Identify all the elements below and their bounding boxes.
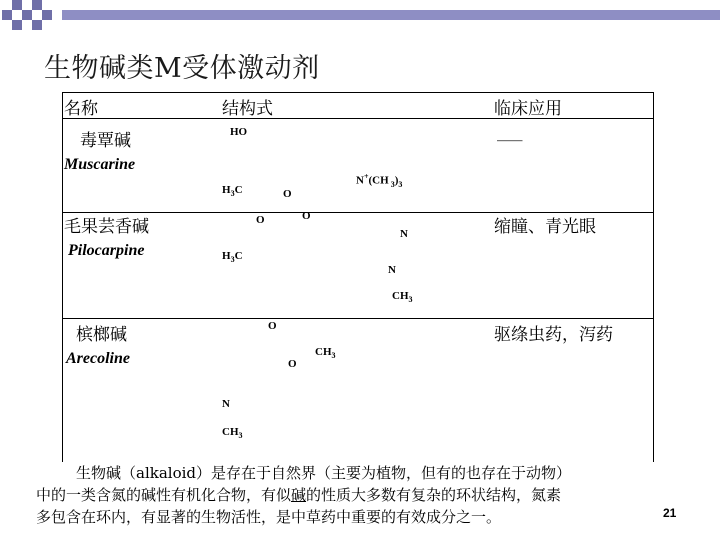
header-clinical: 临床应用 <box>494 99 562 119</box>
chem-label-n: N <box>222 398 230 410</box>
chem-label-h3c: $H_3C$ <box>222 184 243 199</box>
row-pilocarpine-name-cn: 毛果芸香碱 <box>64 217 149 237</box>
row-muscarine-clinical: ___ <box>497 122 523 142</box>
chem-label-n: N <box>400 228 408 240</box>
checker-square <box>2 10 12 20</box>
chem-label-ch3: $CH_3$ <box>315 346 336 361</box>
table-border-right <box>653 92 654 462</box>
caption-text: 中的一类含氮的碱性有机化合物，有似 <box>36 486 292 504</box>
chem-label-n-trimethyl: N+(CH $_3)_3$ <box>356 172 403 189</box>
header-decoration <box>0 0 720 30</box>
header-band <box>62 10 720 20</box>
caption-line: 多包含在环内，有显著的生物活性，是中草药中重要的有效成分之一。 <box>36 508 502 526</box>
checker-square <box>12 0 22 10</box>
row-arecoline-clinical: 驱绦虫药，泻药 <box>494 325 613 345</box>
chem-label-o: O <box>288 358 297 370</box>
chem-label-h3c: $H_3C$ <box>222 250 243 265</box>
chem-label-o: O <box>268 320 277 332</box>
caption-line <box>36 484 686 506</box>
table-header-divider <box>62 118 654 119</box>
checker-square <box>32 20 42 30</box>
chem-label-o: O <box>302 210 311 222</box>
table-row-divider <box>62 318 654 319</box>
row-pilocarpine-clinical: 缩瞳、青光眼 <box>494 217 596 237</box>
row-arecoline-name-cn: 槟榔碱 <box>76 325 127 345</box>
table-border-left <box>62 92 63 462</box>
chem-label-ch3: $CH_3$ <box>392 290 413 305</box>
chem-label-ch3: $CH_3$ <box>222 426 243 441</box>
checker-square <box>22 10 32 20</box>
header-structure: 结构式 <box>222 99 273 119</box>
chem-label-o: O <box>283 188 292 200</box>
row-muscarine-name-cn: 毒覃碱 <box>80 131 131 151</box>
chem-label-n: N <box>388 264 396 276</box>
header-name: 名称 <box>64 99 98 119</box>
row-arecoline-name-latin: Arecoline <box>66 350 130 367</box>
caption-text: 的性质大多数有复杂的环状结构，氮素 <box>306 486 562 504</box>
row-muscarine-name-latin: Muscarine <box>64 156 136 173</box>
checker-square <box>32 0 42 10</box>
chem-label-ho: HO <box>230 126 248 138</box>
caption-line: 生物碱（alkaloid）是存在于自然界（主要为植物，但有的也存在于动物） <box>76 464 572 482</box>
row-pilocarpine-name-latin: Pilocarpine <box>68 242 145 259</box>
slide-title: 生物碱类M受体激动剂 <box>44 53 320 84</box>
caption-paragraph <box>36 462 686 528</box>
chem-label-o: O <box>256 214 265 226</box>
caption-underlined-text: 碱 <box>291 486 307 504</box>
checker-square <box>12 20 22 30</box>
table-border-top <box>62 92 654 93</box>
page-number: 21 <box>663 506 677 520</box>
checker-square <box>42 10 52 20</box>
